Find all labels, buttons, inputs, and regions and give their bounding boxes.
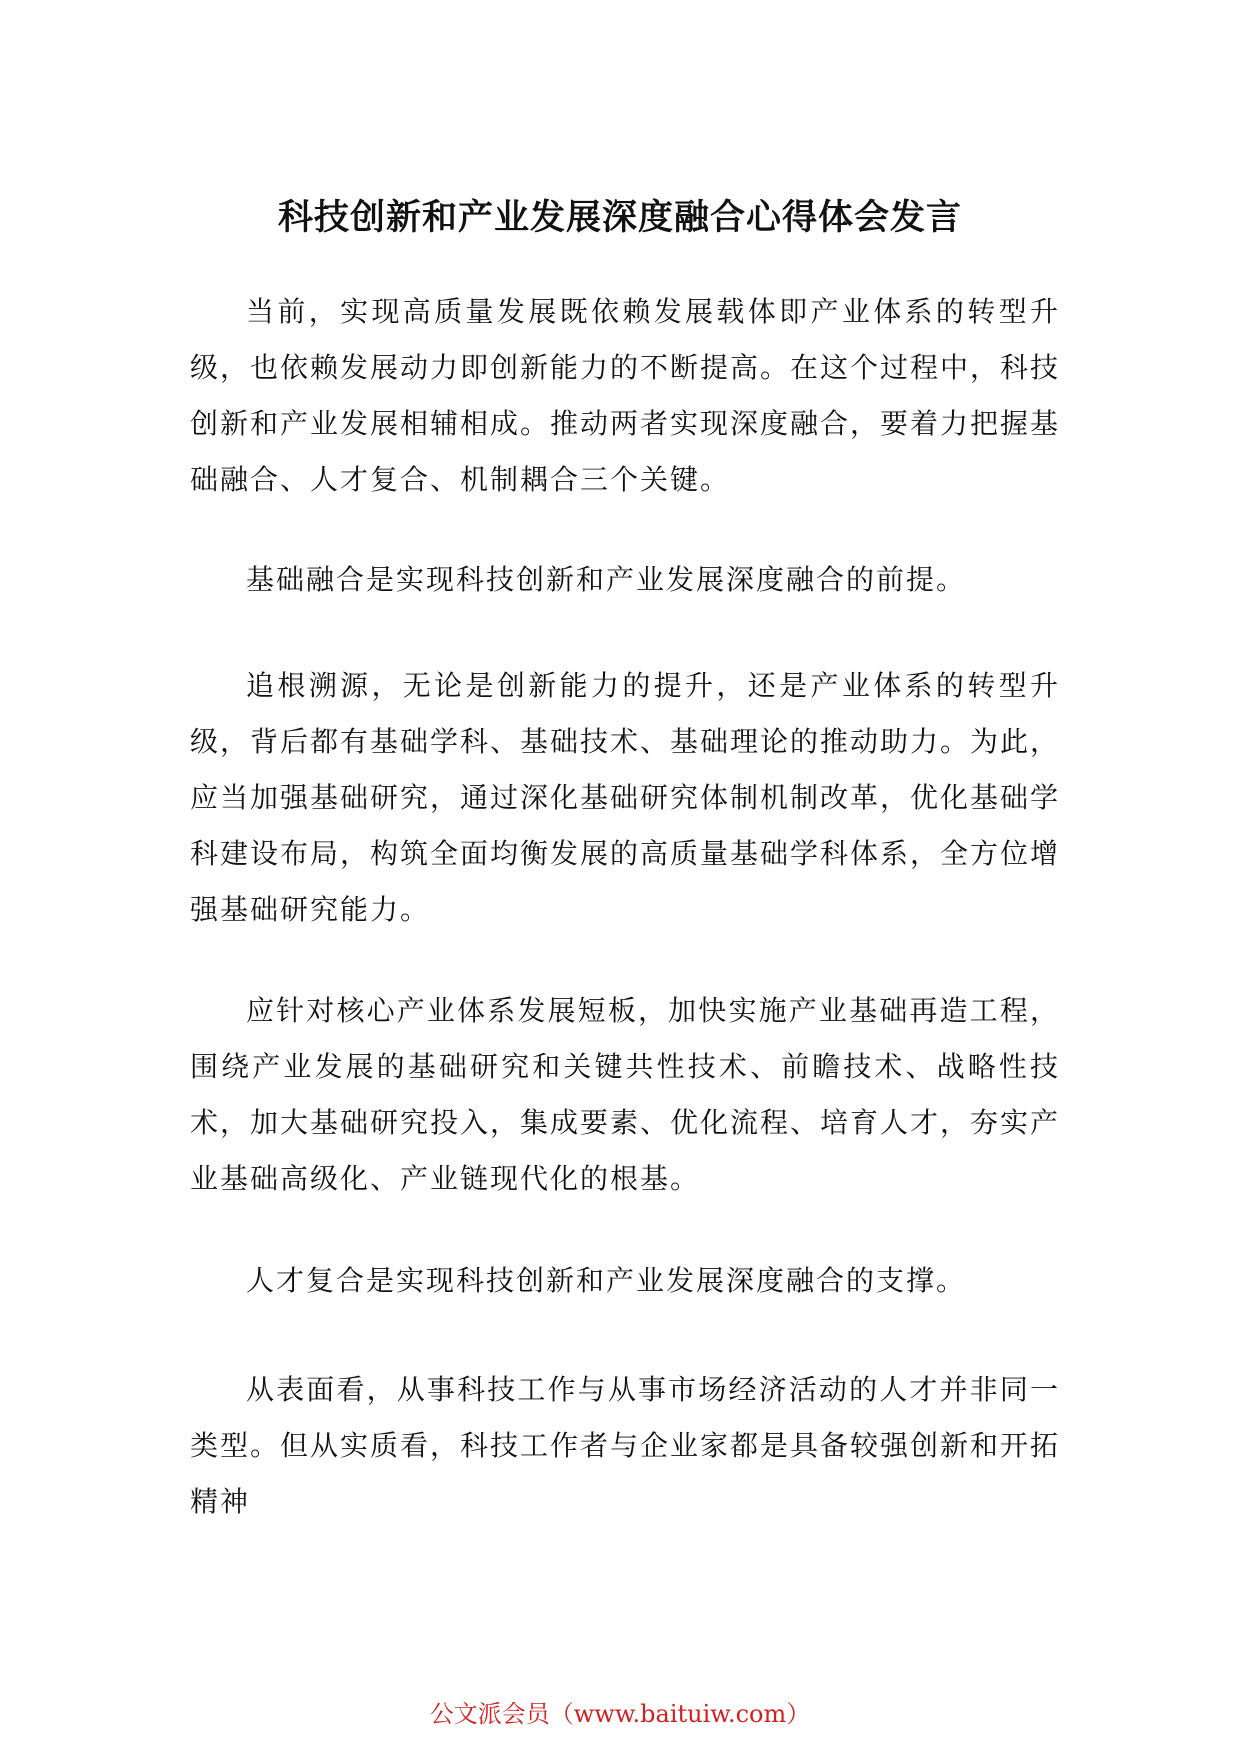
paragraph-basic-research-block	[190, 658, 1060, 938]
paragraph: 基础融合是实现科技创新和产业发展深度融合的前提。	[246, 563, 967, 596]
paragraph: 当前，实现高质量发展既依赖发展载体即产业体系的转型升级，也依赖发展动力即创新能力的不断提高。在这个过程中，科技创新和产业发展相辅相成。推动两者实现深度融合，要着力把握基础融合、人才复合、机制耦合三个关键。	[190, 295, 1061, 496]
paragraph: 从表面看，从事科技工作与从事市场经济活动的人才并非同一类型。但从实质看，科技工作者与企业家都是具备较强创新和开拓精神	[190, 1373, 1061, 1518]
paragraph: 应针对核心产业体系发展短板，加快实施产业基础再造工程，围绕产业发展的基础研究和关键共性技术、前瞻技术、战略性技术，加大基础研究投入，集成要素、优化流程、培育人才，夯实产业基础高级化、产业链现代化的根基。	[190, 994, 1061, 1195]
footer-watermark: 公文派会员（www.baituiw.com）	[429, 1700, 811, 1728]
paragraph: 人才复合是实现科技创新和产业发展深度融合的支撑。	[246, 1264, 967, 1297]
document-title: 科技创新和产业发展深度融合心得体会发言	[277, 197, 962, 238]
paragraph-talent-detail-block	[190, 1362, 1060, 1530]
paragraph-industry-base-block	[190, 983, 1060, 1207]
paragraph: 追根溯源，无论是创新能力的提升，还是产业体系的转型升级，背后都有基础学科、基础技术、基础理论的推动助力。为此，应当加强基础研究，通过深化基础研究体制机制改革，优化基础学科建设布局，构筑全面均衡发展的高质量基础学科体系，全方位增强基础研究能力。	[190, 669, 1061, 926]
paragraph-intro-block	[190, 284, 1060, 508]
paragraph-basic-fusion-block	[190, 552, 1060, 608]
paragraph-talent-block	[190, 1253, 1060, 1309]
